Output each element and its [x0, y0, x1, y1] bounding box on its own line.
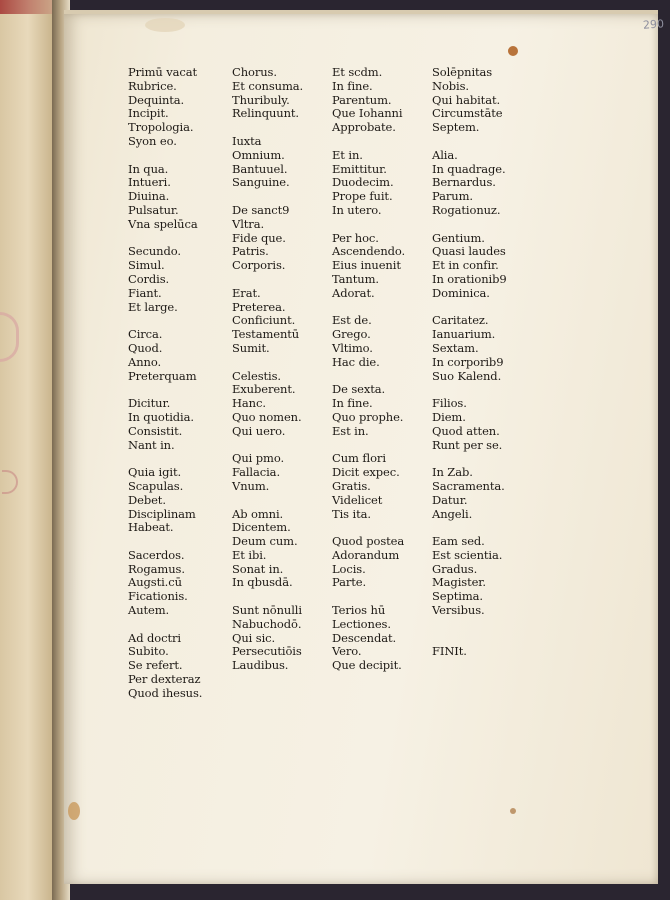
text-line: In utero.	[332, 202, 382, 217]
text-line: Diem.	[432, 409, 466, 424]
text-column-1	[128, 66, 202, 701]
line-gap	[232, 121, 303, 135]
text-line: Vnum.	[232, 478, 270, 493]
text-line: Quasi laudes	[432, 244, 506, 259]
paper-stain	[145, 18, 185, 32]
text-line: Bernardus.	[432, 175, 496, 190]
text-line: Vero.	[332, 644, 362, 659]
text-line: Que Iohanni	[332, 106, 403, 121]
line-gap	[432, 452, 507, 466]
text-line: In Zab.	[432, 465, 473, 480]
text-line: In corporib9	[432, 354, 504, 369]
text-line: Qui uero.	[232, 423, 286, 438]
text-line: Lectiones.	[332, 616, 391, 631]
line-gap	[232, 494, 303, 508]
text-line: Magister.	[432, 575, 486, 590]
text-line: Habeat.	[128, 520, 174, 535]
line-gap	[332, 135, 405, 149]
text-line: Septem.	[432, 120, 480, 135]
line-gap	[432, 632, 507, 646]
text-line: Preterquam	[128, 368, 197, 383]
text-line: Hanc.	[232, 396, 266, 411]
text-line: Quod ihesus.	[128, 685, 203, 700]
line-gap	[128, 383, 202, 397]
text-line: Sextam.	[432, 340, 479, 355]
text-line: In quotidia.	[128, 409, 194, 424]
text-line: Grego.	[332, 327, 371, 342]
text-line: Ascendendo.	[332, 244, 406, 259]
text-line: Descendat.	[332, 630, 397, 645]
text-line: Rubrice.	[128, 78, 177, 93]
text-line: Laudibus.	[232, 658, 289, 673]
text-line: Eius inuenit	[332, 258, 401, 273]
text-line: Vltra.	[232, 216, 265, 231]
text-line: In quadrage.	[432, 161, 506, 176]
text-line: Filios.	[432, 396, 467, 411]
text-line: Fiant.	[128, 285, 162, 300]
line-gap	[332, 218, 405, 232]
text-line: Intueri.	[128, 175, 171, 190]
text-line: Terios hū	[332, 603, 386, 618]
text-line: Et ibi.	[232, 547, 267, 562]
line-gap	[432, 521, 507, 535]
text-line: Vna spelūca	[128, 216, 198, 231]
text-line: Syon eo.	[128, 133, 177, 148]
text-line: Disciplinam	[128, 506, 196, 521]
text-line: Parum.	[432, 189, 473, 204]
text-line: Per hoc.	[332, 230, 379, 245]
text-line: Sanguine.	[232, 175, 290, 190]
paper-stain	[510, 808, 516, 814]
text-line: Sacramenta.	[432, 478, 505, 493]
line-gap	[128, 452, 202, 466]
text-line: Thuribuly.	[232, 92, 290, 107]
text-line: Qui habitat.	[432, 92, 501, 107]
facing-page-mark-fragment	[2, 470, 18, 494]
paper-stain	[508, 46, 518, 56]
text-line: Et in confir.	[432, 258, 499, 273]
text-column-2	[232, 66, 303, 673]
line-gap	[432, 383, 507, 397]
text-line: Vltimo.	[332, 340, 373, 355]
text-line: Qui sic.	[232, 630, 276, 645]
text-line: Quod.	[128, 340, 163, 355]
facing-page-initial-fragment	[0, 312, 19, 362]
line-gap	[432, 218, 507, 232]
text-line: In fine.	[332, 78, 373, 93]
text-line: De sanct9	[232, 202, 290, 217]
text-line: Prope fuit.	[332, 189, 393, 204]
text-line: Exuberent.	[232, 382, 296, 397]
line-gap	[232, 356, 303, 370]
text-line: Sonat in.	[232, 561, 284, 576]
text-line: Qui pmo.	[232, 451, 285, 466]
text-line: Per dexteraz	[128, 672, 201, 687]
line-gap	[128, 232, 202, 246]
line-gap	[432, 135, 507, 149]
text-line: Pulsatur.	[128, 202, 179, 217]
text-line: Testamentū	[232, 327, 300, 342]
text-line: Augsti.cū	[128, 575, 182, 590]
text-line: Incipit.	[128, 106, 169, 121]
text-line: Rogationuz.	[432, 202, 501, 217]
text-line: In orationib9	[432, 271, 507, 286]
line-gap	[128, 618, 202, 632]
text-line: Gratis.	[332, 478, 371, 493]
text-column-3	[332, 66, 405, 673]
text-line: Adorat.	[332, 285, 375, 300]
line-gap	[332, 439, 405, 453]
text-line: Celestis.	[232, 368, 281, 383]
text-line: Autem.	[128, 603, 170, 618]
text-line: Fallacia.	[232, 465, 280, 480]
text-line: Subito.	[128, 644, 169, 659]
text-line: Runt per se.	[432, 437, 503, 452]
text-line: Tropologia.	[128, 120, 194, 135]
text-line: Se refert.	[128, 658, 183, 673]
text-line: De sexta.	[332, 382, 386, 397]
text-line: Gradus.	[432, 561, 478, 576]
text-line: In fine.	[332, 396, 373, 411]
text-line: Dominica.	[432, 285, 490, 300]
text-line: Tis ita.	[332, 506, 371, 521]
text-line: Cordis.	[128, 271, 170, 286]
text-line: Datur.	[432, 492, 468, 507]
text-line: Versibus.	[432, 603, 485, 618]
line-gap	[232, 590, 303, 604]
text-line: Dequinta.	[128, 92, 185, 107]
text-line: Et large.	[128, 299, 178, 314]
text-line: Quia igit.	[128, 465, 182, 480]
text-line: Ab omni.	[232, 506, 284, 521]
line-gap	[128, 535, 202, 549]
text-line: Approbate.	[332, 120, 396, 135]
text-line: In qbusdā.	[232, 575, 293, 590]
line-gap	[232, 273, 303, 287]
text-line: Emittitur.	[332, 161, 387, 176]
text-line: Ficationis.	[128, 589, 188, 604]
line-gap	[332, 521, 405, 535]
text-line: Quod postea	[332, 534, 405, 549]
text-line: Alia.	[432, 147, 458, 162]
text-line: Preterea.	[232, 299, 286, 314]
text-line: Suo Kalend.	[432, 368, 502, 383]
text-line: Hac die.	[332, 354, 380, 369]
text-line: Duodecim.	[332, 175, 394, 190]
text-line: Eam sed.	[432, 534, 485, 549]
text-line: Videlicet	[332, 492, 383, 507]
text-line: Scapulas.	[128, 478, 184, 493]
line-gap	[432, 301, 507, 315]
text-line: Caritatez.	[432, 313, 489, 328]
text-line: Tantum.	[332, 271, 379, 286]
text-line: Dicit expec.	[332, 465, 400, 480]
line-gap	[128, 314, 202, 328]
text-line: Relinquunt.	[232, 106, 299, 121]
text-line: Sunt nōnulli	[232, 603, 302, 618]
line-gap	[332, 370, 405, 384]
text-line: Erat.	[232, 285, 261, 300]
line-gap	[232, 439, 303, 453]
text-line: Debet.	[128, 492, 166, 507]
text-line: Quod atten.	[432, 423, 500, 438]
text-line: Dicitur.	[128, 396, 171, 411]
folio-number: 290	[642, 17, 665, 32]
line-gap	[432, 618, 507, 632]
text-line: Septima.	[432, 589, 483, 604]
text-line: Quo prophe.	[332, 409, 404, 424]
text-line: Quo nomen.	[232, 409, 302, 424]
text-line: Ad doctri	[128, 630, 181, 645]
text-line: Simul.	[128, 258, 165, 273]
text-line: Anno.	[128, 354, 161, 369]
text-line: Dicentem.	[232, 520, 291, 535]
text-line: Omnium.	[232, 147, 285, 162]
text-line: Circumstāte	[432, 106, 503, 121]
text-line: Ianuarium.	[432, 327, 496, 342]
text-line: Solēpnitas	[432, 65, 493, 79]
text-line: Est in.	[332, 423, 369, 438]
text-line: In qua.	[128, 161, 169, 176]
text-line: Gentium.	[432, 230, 485, 245]
text-line: Chorus.	[232, 65, 277, 79]
text-line: Angeli.	[432, 506, 473, 521]
text-line: Parentum.	[332, 92, 392, 107]
text-line: Conficiunt.	[232, 313, 296, 328]
line-gap	[128, 149, 202, 163]
text-line: FINIt.	[432, 644, 467, 659]
text-line: Locis.	[332, 561, 366, 576]
text-line: Fide que.	[232, 230, 286, 245]
text-line: Persecutiōis	[232, 644, 302, 659]
text-line: Corporis.	[232, 258, 286, 273]
text-line: Est de.	[332, 313, 372, 328]
text-line: Sumit.	[232, 340, 270, 355]
text-line: Primū vacat	[128, 65, 198, 79]
text-line: Nobis.	[432, 78, 469, 93]
line-gap	[332, 590, 405, 604]
text-line: Parte.	[332, 575, 367, 590]
text-line: Et scdm.	[332, 65, 383, 79]
text-line: Et consuma.	[232, 78, 304, 93]
text-line: Diuina.	[128, 189, 170, 204]
text-line: Iuxta	[232, 133, 262, 148]
paper-stain	[68, 802, 80, 820]
line-gap	[232, 190, 303, 204]
text-line: Est scientia.	[432, 547, 503, 562]
line-gap	[332, 301, 405, 315]
text-line: Patris.	[232, 244, 269, 259]
text-line: Rogamus.	[128, 561, 185, 576]
text-line: Circa.	[128, 327, 163, 342]
text-line: Sacerdos.	[128, 547, 185, 562]
text-line: Consistit.	[128, 423, 183, 438]
text-line: Nabuchodō.	[232, 616, 302, 631]
text-line: Secundo.	[128, 244, 181, 259]
text-line: Nant in.	[128, 437, 175, 452]
text-column-4	[432, 66, 507, 659]
text-line: Cum flori	[332, 451, 386, 466]
text-line: Bantuuel.	[232, 161, 288, 176]
text-line: Adorandum	[332, 547, 400, 562]
text-line: Que decipit.	[332, 658, 402, 673]
text-line: Deum cum.	[232, 534, 298, 549]
text-line: Et in.	[332, 147, 363, 162]
